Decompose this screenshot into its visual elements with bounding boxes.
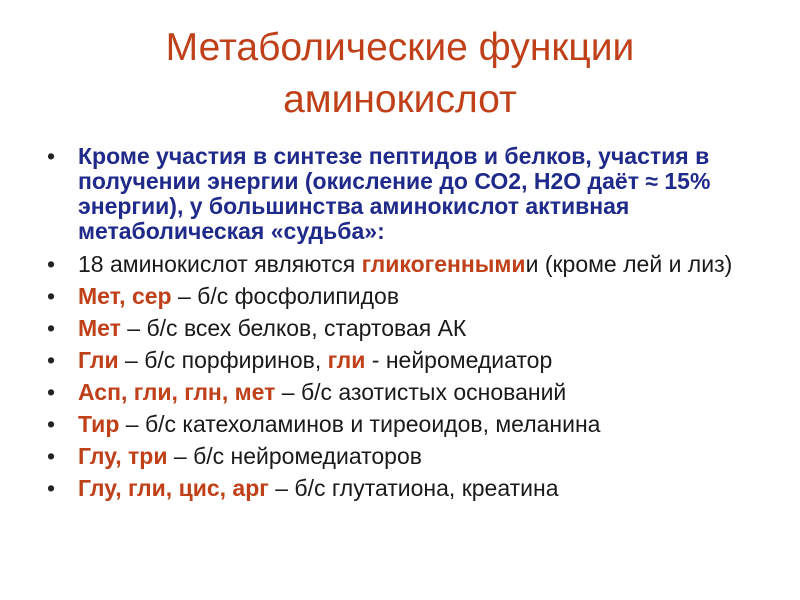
bullet-text: – б/с всех белков, стартовая АК <box>120 315 467 341</box>
bullet-proteins <box>38 316 758 341</box>
bullet-text-tail: - нейромедиатор <box>365 347 553 373</box>
bullet-text: 18 аминокислот являются <box>78 251 362 277</box>
bullet-text: – б/с порфиринов, <box>118 347 328 373</box>
bullet-neuromediators <box>38 444 758 469</box>
bullet-highlight: Глу, три <box>78 443 168 469</box>
bullet-dot-icon: • <box>46 443 56 469</box>
bullet-intro <box>38 144 758 244</box>
bullet-catecholamines <box>38 412 758 437</box>
bullet-list <box>38 144 758 508</box>
bullet-dot-icon: • <box>46 315 56 341</box>
bullet-highlight: Тир <box>78 411 120 437</box>
bullet-highlight-2: гли <box>327 347 366 373</box>
slide-title: Метаболические функции аминокислот <box>165 26 635 121</box>
bullet-phospholipids <box>38 284 758 309</box>
bullet-dot-icon: • <box>46 475 56 501</box>
bullet-highlight: Гли <box>78 347 119 373</box>
bullet-dot-icon: • <box>46 283 56 309</box>
bullet-dot-icon: • <box>46 251 56 277</box>
bullet-glutathione <box>38 476 758 501</box>
bullet-dot-icon: • <box>46 347 56 373</box>
bullet-text: – б/с катехоламинов и тиреоидов, меланина <box>119 411 601 437</box>
bullet-text: – б/с нейромедиаторов <box>167 443 422 469</box>
bullet-text-tail: и (кроме лей и лиз) <box>525 251 733 277</box>
bullet-dot-icon: • <box>46 411 56 437</box>
bullet-highlight: Мет <box>78 315 121 341</box>
bullet-nitrogen-bases <box>38 380 758 405</box>
bullet-text: – б/с азотистых оснований <box>275 379 567 405</box>
bullet-porphyrins <box>38 348 758 373</box>
bullet-text: Кроме участия в синтезе пептидов и белков, участия в получении энергии (окисление до СО2, Н2О даёт ≈ 15% энергии), у большинства аминокислот активная метаболическая «судьба»: <box>78 143 711 244</box>
bullet-glycogenic <box>38 252 758 277</box>
bullet-dot-icon: • <box>46 143 56 169</box>
bullet-text: – б/с глутатиона, креатина <box>268 475 559 501</box>
bullet-highlight: Глу, гли, цис, арг <box>78 475 269 501</box>
bullet-dot-icon: • <box>46 379 56 405</box>
bullet-text: – б/с фосфолипидов <box>171 283 400 309</box>
bullet-highlight: гликогенными <box>361 251 526 277</box>
bullet-highlight: Асп, гли, глн, мет <box>78 379 276 405</box>
bullet-highlight: Мет, сер <box>78 283 172 309</box>
